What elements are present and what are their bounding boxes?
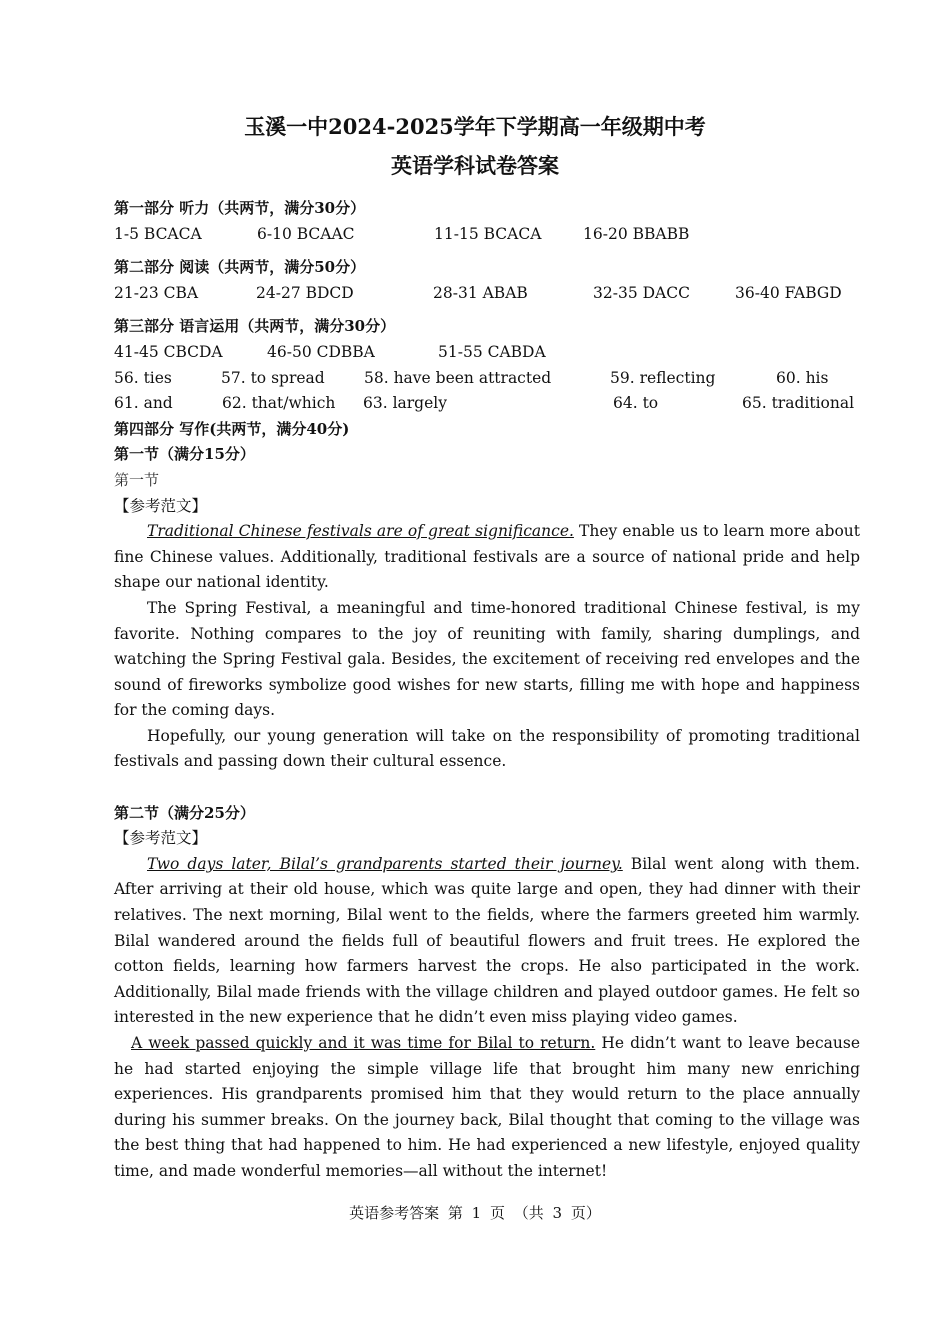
fill-answer: 57. to spread [221,368,325,387]
part1-heading: 第一部分 听力（共两节，满分30分） [114,199,366,217]
essay2-second-opening-sentence: A week passed quickly and it was time for Bilal to return. [131,1034,596,1052]
answer-group: 46-50 CDBBA [267,342,375,361]
answer-group: 41-45 CBCDA [114,342,223,361]
answer-group: 32-35 DACC [593,283,690,302]
part2-heading: 第二部分 阅读（共两节，满分50分） [114,258,366,277]
answer-group: 1-5 BCACA [114,224,202,243]
essay2-paragraph-2 [114,1031,860,1185]
page-title: 玉溪一中2024-2025学年下学期高一年级期中考 [244,114,706,139]
section2-heading: 第二节（满分25分） [114,803,255,822]
essay2-opening-sentence: Two days later, Bilal’s grandparents started their journey. [147,854,623,873]
essay2-paragraph-1-body: Bilal went along with them. After arriving at their old house, which was quite large and open, they had dinner with their relatives. The next morning, Bilal went to the fields, where the farmers greeted him warmly. Bilal wandered around the fields full of beautiful flowers and fruit trees. He explored the cotton fields, learning how farmers harvest the crops. He also participated in the work. Additionally, Bilal made friends with the village children and played outdoor games. He felt so interested in the new experience that he didn’t even miss playing video games. [114,854,860,1027]
answer-group: 21-23 CBA [114,283,199,302]
fill-answer: 62. that/which [222,394,336,413]
fill-answer: 65. traditional [742,394,855,413]
fill-answer: 63. largely [363,394,447,413]
sample-label: 【参考范文】 [114,496,208,515]
essay2-paragraph-1 [114,852,860,1031]
essay1-paragraph-1 [114,519,860,596]
fill-answer: 64. to [613,394,659,413]
fill-answer: 61. and [114,394,173,413]
answer-group: 24-27 BDCD [256,283,354,302]
essay2-paragraph-2-body: He didn’t want to leave because he had started enjoying the simple village life that brought him many new enriching experiences. His grandparents promised him that they would return to the place annually during his summer breaks. On the journey back, Bilal thought that coming to the village was the best thing that had happened to him. He had experienced a new lifestyle, enjoyed quality time, and made wonderful memories—all without the internet! [114,1034,861,1180]
answer-group: 28-31 ABAB [433,283,528,302]
section1-label: 第一节 [114,470,160,489]
essay1-paragraph-1-body: They enable us to learn more about fine Chinese values. Additionally, traditional festivals are a source of national pride and help shape our national identity. [114,522,860,592]
part3-fill-row-1 [114,366,860,392]
sample-label: 【参考范文】 [114,829,208,848]
answer-group: 11-15 BCACA [434,224,542,243]
essay1-paragraph-3: Hopefully, our young generation will take on the responsibility of promoting traditional festivals and passing down their cultural essence. [114,726,860,771]
part3-choice-row [114,340,860,366]
answer-content [114,196,860,1185]
part1-answers-row [114,222,860,248]
answer-group: 6-10 BCAAC [257,224,355,243]
part2-answers-row [114,281,860,307]
fill-answer: 56. ties [114,368,172,387]
fill-answer: 58. have been attracted [364,368,552,387]
part3-heading: 第三部分 语言运用（共两节，满分30分） [114,317,396,336]
fill-answer: 59. reflecting [610,368,716,387]
page-subtitle: 英语学科试卷答案 [391,153,559,178]
part3-fill-row-2 [114,391,860,417]
essay1-topic-sentence: Traditional Chinese festivals are of great significance. [147,522,574,541]
fill-answer: 60. his [776,368,829,387]
answer-group: 51-55 CABDA [438,342,546,361]
answer-group: 36-40 FABGD [735,283,842,302]
page-footer: 英语参考答案 第 1 页 （共 3 页） [349,1204,601,1222]
section1-heading: 第一节（满分15分） [114,445,255,464]
part4-heading: 第四部分 写作(共两节，满分40分) [114,419,350,438]
answer-group: 16-20 BBABB [583,224,690,243]
essay1-paragraph-2: The Spring Festival, a meaningful and time-honored traditional Chinese festival, is my favorite. Nothing compares to the joy of reuniting with family, sharing dumplings, and watching the Spring Festival gala. Besides, the excitement of receiving red envelopes and the sound of fireworks symbolize good wishes for new starts, filling me with hope and happiness for the coming days. [114,598,860,720]
